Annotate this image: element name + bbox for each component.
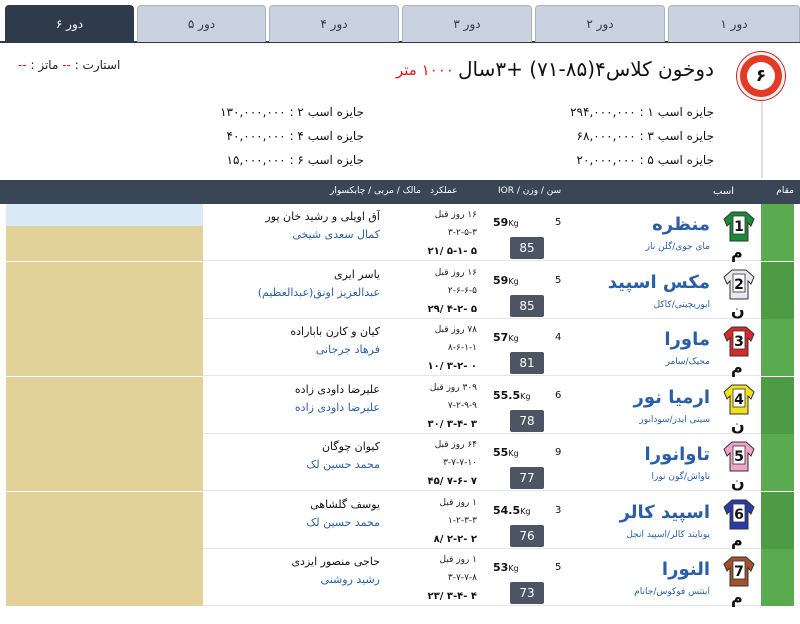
horse-name-link[interactable]: مکس اسپید (607, 271, 710, 293)
form-sequence: ۱-۲-۳-۳ (447, 515, 477, 526)
race-tabs (0, 0, 800, 43)
horse-pedigree-link[interactable]: اینتس فوکوس/جانام (634, 587, 710, 597)
jockey-silk-icon (722, 268, 756, 300)
position-cell (761, 319, 794, 376)
saddle-number: 2 (734, 276, 744, 293)
weight: 57Kg (493, 331, 519, 344)
horse-pedigree-link[interactable]: مای جوی/گلن ناز (645, 242, 710, 252)
table-bottom (0, 607, 800, 624)
saddle-number: 4 (734, 391, 744, 408)
form-sequence: ۷-۲-۹-۹ (447, 400, 477, 411)
race-distance: ۱۰۰۰ متر (396, 61, 454, 79)
prize-4: جایزه اسب ۴ : ۴۰,۰۰۰,۰۰۰ (226, 129, 364, 143)
table-row[interactable] (0, 204, 800, 261)
last-run-days: ۳۰۹ روز قبل (429, 382, 477, 393)
owner-name: یوسف گلشاهی (310, 497, 380, 511)
jockey-silk-icon (722, 555, 756, 587)
ior-badge: 85 (510, 295, 544, 317)
last-run-days: ۱۶ روز قبل (434, 267, 477, 278)
table-row[interactable] (0, 492, 800, 549)
start-label: استارت : (70, 58, 121, 72)
owner-name: کیان و کارن باباراده (290, 325, 380, 338)
race-badge-stem (761, 100, 763, 178)
table-row[interactable] (0, 319, 800, 376)
form-sequence: ۳-۷-۷-۸ (447, 573, 477, 583)
ior-badge: 73 (510, 582, 544, 604)
owner-cell (6, 549, 203, 606)
match-label: ماتز : (26, 58, 63, 72)
jockey-silk-icon (722, 383, 756, 415)
prize-2: جایزه اسب ۲ : ۱۳۰,۰۰۰,۰۰۰ (220, 105, 364, 119)
age: 6 (555, 389, 562, 401)
jockey-link[interactable]: عبدالعزیز اونق(عبدالعظیم) (257, 285, 380, 299)
age: 5 (555, 562, 562, 573)
position-cell (761, 377, 794, 434)
form-detail: ۲ -۲-۲ /۸ (433, 533, 477, 545)
match-value: -- (18, 58, 27, 72)
horse-sex: م (731, 588, 743, 607)
owner-cell (6, 262, 203, 319)
form-detail: ۵ -۴-۲ /۲۹ (427, 303, 477, 315)
tab-race-1[interactable]: دور ۱ (668, 5, 800, 42)
jockey-link[interactable]: محمد حسین لک (306, 515, 380, 529)
owner-name: علیرضا داودی زاده (294, 382, 380, 396)
col-age-weight-ior: سن / وزن / IOR (498, 186, 562, 196)
col-performance: عملکرد (430, 186, 458, 196)
horse-name-link[interactable]: النورا (661, 559, 710, 580)
prize-1: جایزه اسب ۱ : ۲۹۴,۰۰۰,۰۰۰ (570, 105, 714, 119)
form-sequence: ۲-۶-۶-۵ (447, 285, 477, 296)
owner-cell (6, 434, 203, 491)
jockey-silk-icon (722, 210, 756, 242)
last-run-days: ۱۶ روز قبل (434, 210, 477, 220)
prize-6: جایزه اسب ۶ : ۱۵,۰۰۰,۰۰۰ (226, 153, 364, 167)
tab-race-2[interactable]: دور ۲ (535, 5, 665, 42)
age: 9 (555, 447, 562, 458)
horse-sex: م (731, 358, 743, 377)
jockey-silk-icon (722, 325, 756, 357)
last-run-days: ۷۸ روز قبل (434, 325, 477, 335)
horse-name-link[interactable]: ماورا (664, 329, 710, 350)
owner-name: حاجی منصور ایزدی (291, 555, 380, 568)
horse-name-link[interactable]: تاوانورا (644, 444, 710, 465)
horse-name-link[interactable]: ارمیا نور (633, 386, 710, 408)
age: 4 (555, 332, 562, 343)
form-detail: ۷ -۷-۶ /۴۵ (427, 476, 477, 487)
tab-race-5[interactable]: دور ۵ (137, 5, 266, 42)
prize-5: جایزه اسب ۵ : ۲۰,۰۰۰,۰۰۰ (576, 153, 714, 167)
horse-sex: ن (731, 300, 745, 320)
age: 3 (555, 504, 562, 516)
race-title: دوخون کلاس۴(۸۵-۷۱) +۳سال (458, 57, 714, 81)
saddle-number: 7 (734, 564, 744, 580)
saddle-number: 5 (734, 449, 744, 465)
form-detail: ۴ -۳-۴ /۲۳ (427, 591, 477, 602)
owner-cell (6, 377, 203, 434)
weight: 53Kg (493, 561, 519, 574)
race-number-badge (737, 52, 785, 100)
ior-badge: 76 (510, 525, 544, 547)
owner-cell (6, 319, 203, 376)
saddle-number: 1 (734, 219, 744, 235)
horse-pedigree-link[interactable]: سیتی ایدر/سودانور (639, 414, 710, 425)
weight: 59Kg (493, 273, 519, 287)
weight: 54.5Kg (493, 503, 531, 517)
horse-pedigree-link[interactable]: یونایتد کالر/اسپید انجل (626, 529, 710, 540)
jockey-link[interactable]: علیرضا داودی زاده (294, 400, 380, 414)
weight: 55Kg (493, 446, 519, 459)
table-row[interactable] (0, 434, 800, 491)
horse-name-link[interactable]: اسپید کالر (619, 501, 710, 523)
col-horse: اسب (713, 186, 734, 197)
jockey-link[interactable]: رشید روشنی (320, 573, 380, 586)
col-owner-trainer-jockey: مالک / مربی / چابکسوار (330, 186, 421, 196)
age: 5 (555, 217, 562, 228)
weight: 55.5Kg (493, 388, 531, 402)
owner-cell (6, 492, 203, 549)
prize-3: جایزه اسب ۳ : ۶۸,۰۰۰,۰۰۰ (576, 129, 714, 143)
jockey-silk-icon (722, 498, 756, 530)
tab-race-3[interactable]: دور ۳ (402, 5, 532, 42)
table-row[interactable] (0, 549, 800, 606)
last-run-days: ۱ روز قبل (439, 497, 477, 508)
form-sequence: ۳-۷-۷-۱۰ (443, 458, 477, 468)
table-header (0, 180, 800, 204)
start-value: -- (62, 58, 71, 72)
owner-name: یاسر ایری (334, 267, 380, 281)
last-run-days: ۶۴ روز قبل (434, 440, 477, 450)
form-detail: ۳ -۳-۴ /۳۰ (427, 418, 477, 430)
position-cell (761, 492, 794, 549)
jockey-link[interactable]: فرهاد جرجانی (315, 343, 380, 356)
jockey-link[interactable]: محمد حسین لک (306, 458, 380, 471)
owner-name: کیوان چوگان (321, 440, 380, 453)
jockey-silk-icon (722, 440, 756, 472)
table-row[interactable] (0, 262, 800, 319)
position-cell (761, 434, 794, 491)
horse-pedigree-link[interactable]: تاواش/گون نورا (651, 472, 710, 482)
col-position: مقام (776, 186, 794, 196)
start-info (18, 58, 120, 72)
position-cell (761, 549, 794, 606)
tab-race-6[interactable]: دور ۶ (5, 5, 134, 42)
horse-sex: م (731, 530, 743, 550)
horse-pedigree-link[interactable]: مجیک/سامر (665, 357, 710, 367)
age: 5 (555, 274, 562, 286)
table-row[interactable] (0, 377, 800, 434)
position-cell (761, 262, 794, 319)
form-sequence: ۳-۲-۵-۳ (447, 228, 477, 238)
horse-pedigree-link[interactable]: ابوریچیتی/کاکل (653, 299, 710, 310)
last-run-days: ۱ روز قبل (439, 555, 477, 565)
saddle-number: 6 (734, 506, 744, 523)
form-sequence: ۸-۶-۱-۱ (447, 343, 477, 353)
position-cell (761, 204, 794, 261)
tab-race-4[interactable]: دور ۴ (269, 5, 399, 42)
form-detail: ۰ -۳-۲ /۱۰ (427, 361, 477, 372)
jockey-link[interactable]: کمال سعدی شیخی (292, 228, 380, 241)
horse-sex: ن (731, 415, 745, 435)
owner-name: آق اویلی و رشید خان پور (265, 210, 380, 223)
ior-badge: 81 (510, 352, 544, 374)
ior-badge: 77 (510, 467, 544, 489)
horse-sex: ن (731, 473, 745, 492)
ior-badge: 78 (510, 410, 544, 432)
saddle-number: 3 (734, 334, 744, 350)
horse-name-link[interactable]: منظره (652, 214, 710, 235)
horse-sex: م (731, 243, 743, 262)
weight: 59Kg (493, 216, 519, 229)
ior-badge: 85 (510, 237, 544, 259)
race-number: ۶ (747, 62, 775, 90)
form-detail: ۵ -۵-۱ /۲۱ (427, 246, 477, 257)
owner-cell-highlight (6, 204, 203, 226)
